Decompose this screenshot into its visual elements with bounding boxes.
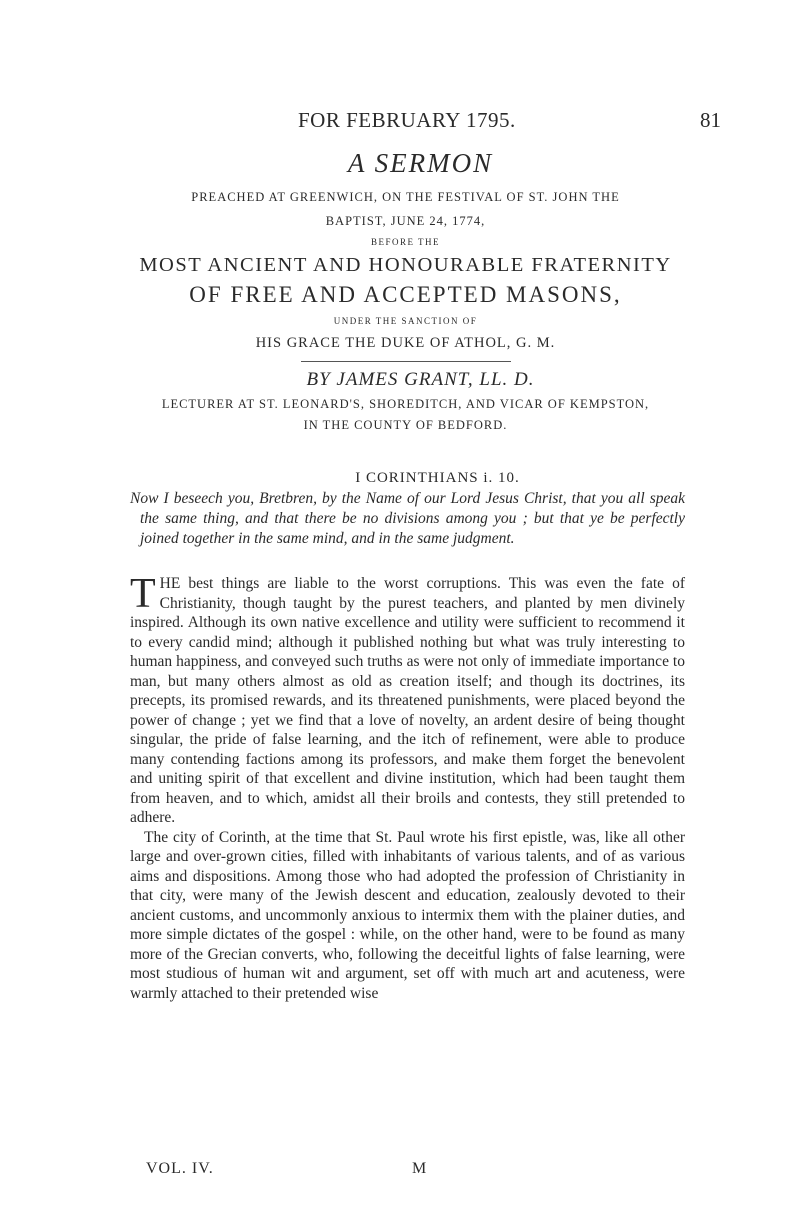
before-line: BEFORE THE bbox=[370, 237, 441, 247]
patron-line: HIS GRACE THE DUKE OF ATHOL, G. M. bbox=[255, 335, 556, 351]
preached-line-1: PREACHED AT GREENWICH, ON THE FESTIVAL OF ST. JOHN THE bbox=[191, 190, 620, 204]
author-line: BY JAMES GRANT, LL. D. bbox=[306, 369, 535, 390]
scripture-text: Now I beseech you, Bretbren, by the Name of our Lord Jesus Christ, that you all speak the same thing, and that there be no divisions among you ; but that ye be perfectly joined together in the same mind, and in the same judgment. bbox=[130, 490, 685, 547]
sermon-title: A SERMON bbox=[347, 148, 494, 178]
page-footer bbox=[0, 1160, 811, 1184]
running-head: FOR FEBRUARY 1795. bbox=[298, 108, 516, 132]
lecturer-line-1: LECTURER AT ST. LEONARD'S, SHOREDITCH, AND VICAR OF KEMPSTON, bbox=[161, 397, 650, 411]
body-paragraph-2: The city of Corinth, at the time that St. Paul wrote his first epistle, was, like all other large and over-grown cities, filled with inhabitants of various talents, and of as various aims and dispositions. Among those who had adopted the profession of Christianity in that city, were many of the Jewish descent and education, zealously devoted to their ancient customs, and uncommonly anxious to intermix them with the plainer duties, and more simple dictates of the gospel : while, on the other hand, were to be found as many more of the Grecian converts, who, following the deceitful lights of false learning, were most studious of human wit and argument, set off with much art and acuteness, were warmly attached to their pretended wise bbox=[130, 828, 685, 1002]
lecturer-line-2: IN THE COUNTY OF BEDFORD. bbox=[303, 418, 508, 432]
preached-line-2: BAPTIST, JUNE 24, 1774, bbox=[325, 214, 486, 228]
fraternity-line-2: OF FREE AND ACCEPTED MASONS, bbox=[189, 282, 622, 307]
scripture-reference: I CORINTHIANS i. 10. bbox=[355, 470, 520, 486]
title-rule bbox=[301, 361, 511, 362]
signature-mark: M bbox=[412, 1160, 427, 1177]
under-line: UNDER THE SANCTION OF bbox=[333, 316, 478, 326]
sermon-body bbox=[130, 571, 685, 1003]
scripture-block bbox=[130, 470, 685, 549]
body-paragraph-1: THE best things are liable to the worst corruptions. This was even the fate of Christianity, though taught by the purest teachers, and planted by men divinely inspired. Although its own native excellence and utility were sufficient to recommend it to every candid mind; although it published nothing but what was truly interesting to human happiness, and conveyed such truths as were not only of immediate importance to man, but many others almost as old as creation itself; and though its doctrines, its precepts, its promised rewards, and its threatened punishments, were placed beyond the power of change ; yet we find that a love of novelty, an ardent desire of being thought singular, the pride of false learning, and the itch of refinement, were able to produce many contending factions among its professors, and make them forget the benevolent and uniting spirit of that excellent and divine institution, which had been taught them from heaven, and to which, amidst all their broils and contests, they still pretended to adhere. bbox=[130, 571, 685, 826]
fraternity-line-1: MOST ANCIENT AND HONOURABLE FRATERNITY bbox=[139, 254, 672, 276]
title-block bbox=[0, 148, 811, 434]
page-number: 81 bbox=[700, 108, 721, 132]
volume-label: VOL. IV. bbox=[146, 1160, 214, 1177]
page-header bbox=[0, 108, 811, 138]
